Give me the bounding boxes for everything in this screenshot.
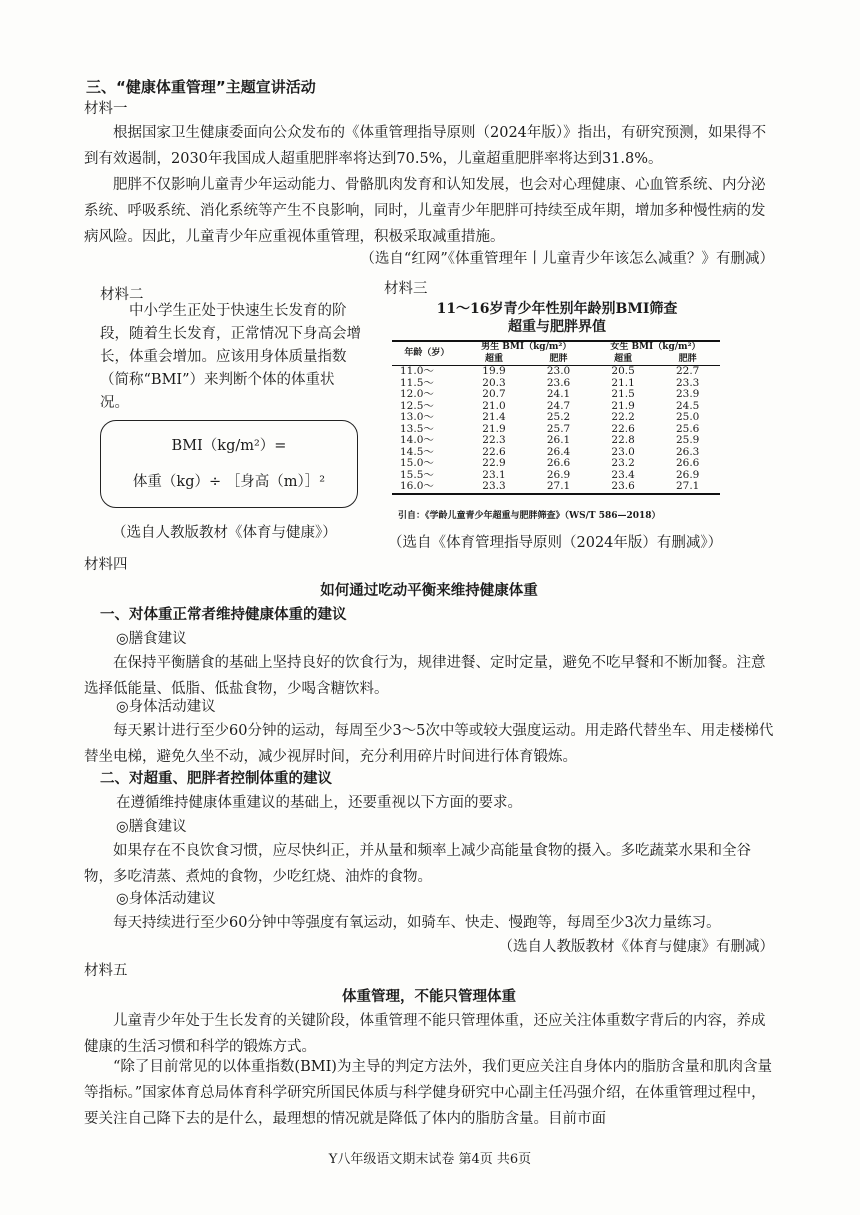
cell-boy-obese: 24.1 xyxy=(546,388,571,400)
cell-boy-overweight: 22.9 xyxy=(482,457,506,469)
material-4-activity-text-1: 每天累计进行至少60分钟的运动，每周至少3～5次中等或较大强度运动。用走路代替坐车、用走楼梯代替坐电梯，避免久坐不动，减少视屏时间，充分利用碎片时间进行体育锻炼。 xyxy=(84,723,774,765)
cell-age: 12.0～ xyxy=(400,388,434,400)
table-row xyxy=(392,366,720,378)
cell-boy-overweight: 23.1 xyxy=(482,468,506,481)
bmi-formula-line-1: BMI（kg/m²）= xyxy=(171,438,287,454)
material-2-label: 材料二 xyxy=(100,287,144,303)
cell-boy-obese: 26.6 xyxy=(546,457,571,469)
sub-header-obese: 肥胖 xyxy=(526,354,591,366)
cell-girl-obese: 24.5 xyxy=(675,399,700,412)
cell-age: 11.0～ xyxy=(400,365,434,377)
cell-girl-overweight: 23.0 xyxy=(611,445,635,458)
table-row xyxy=(392,389,720,401)
table-row xyxy=(392,435,720,447)
cell-boy-overweight: 23.3 xyxy=(462,481,527,494)
cell-boy-overweight: 22.3 xyxy=(482,434,506,446)
cell-boy-obese: 23.6 xyxy=(546,376,571,389)
material-4-diet-text-2: 如果存在不良饮食习惯，应尽快纠正，并从量和频率上减少高能量食物的摄入。多吃蔬菜水果和全谷物，多吃清蒸、煮炖的食物，少吃红烧、油炸的食物。 xyxy=(84,843,751,885)
material-5-paragraph-1: 儿童青少年处于生长发育的关键阶段，体重管理不能只管理体重，还应关注体重数字背后的内容，养成健康的生活习惯和科学的锻炼方式。 xyxy=(84,1013,766,1055)
cell-boy-overweight: 21.4 xyxy=(482,411,506,423)
cell-boy-obese: 25.7 xyxy=(546,422,571,435)
cell-girl-obese: 26.9 xyxy=(675,468,700,481)
material-3-source: （选自《体育管理指导原则（2024年版）有删减》） xyxy=(388,535,723,551)
material-2-source: （选自人教版教材《体育与健康》） xyxy=(112,525,337,541)
cell-age: 16.0～ xyxy=(392,481,462,494)
sub-header-obese: 肥胖 xyxy=(655,354,720,366)
cell-girl-overweight: 22.6 xyxy=(611,422,635,435)
cell-girl-overweight: 22.8 xyxy=(611,434,635,446)
material-4-label: 材料四 xyxy=(84,557,128,573)
cell-boy-overweight: 20.7 xyxy=(482,388,506,400)
sub-header-overweight: 超重 xyxy=(462,354,527,366)
cell-boy-obese: 26.4 xyxy=(546,445,571,458)
sub-header-overweight: 超重 xyxy=(591,354,656,366)
material-1-source: （选自“红网”《体重管理年丨儿童青少年该怎么减重？》有删减） xyxy=(360,251,774,267)
cell-girl-overweight: 21.9 xyxy=(611,399,635,412)
material-4-title: 如何通过吃动平衡来维持健康体重 xyxy=(320,582,538,599)
cell-girl-overweight: 20.5 xyxy=(611,365,635,377)
material-4-activity-text-2: 每天持续进行至少60分钟中等强度有氧运动，如骑车、快走、慢跑等，每周至少3次力量练习。 xyxy=(113,915,721,931)
cell-boy-overweight: 20.3 xyxy=(482,376,506,389)
table-row xyxy=(392,481,720,494)
cell-girl-obese: 22.7 xyxy=(675,365,700,377)
cell-age: 13.0～ xyxy=(400,411,434,423)
cell-age: 12.5～ xyxy=(400,399,434,412)
cell-age: 15.5～ xyxy=(400,468,434,481)
material-4-source: （选自人教版教材《体育与健康》有删减） xyxy=(498,939,774,955)
col-girl-header: 女生 BMI（kg/m²） xyxy=(591,341,720,354)
table-row xyxy=(392,412,720,424)
cell-boy-obese: 25.2 xyxy=(546,411,571,423)
cell-girl-overweight: 21.5 xyxy=(611,388,635,400)
table-title-line-2: 超重与肥胖界值 xyxy=(508,319,606,335)
cell-boy-overweight: 19.9 xyxy=(482,365,506,377)
cell-boy-obese: 23.0 xyxy=(546,365,571,377)
material-4-heading-2-text: 在遵循维持健康体重建议的基础上，还要重视以下方面的要求。 xyxy=(116,795,522,811)
cell-girl-obese: 23.3 xyxy=(675,376,700,389)
cell-girl-obese: 23.9 xyxy=(675,388,700,400)
page-footer: Y八年级语文期末试卷 第4页 共6页 xyxy=(328,1152,532,1167)
cell-girl-overweight: 23.2 xyxy=(611,457,635,469)
bmi-table xyxy=(392,340,720,495)
material-4-activity-label-2: ◎身体活动建议 xyxy=(116,891,216,907)
cell-age: 11.5～ xyxy=(400,376,434,389)
material-4-diet-label-2: ◎膳食建议 xyxy=(116,819,187,835)
cell-age: 14.0～ xyxy=(400,434,434,446)
cell-age: 14.5～ xyxy=(400,445,434,458)
cell-girl-obese: 27.1 xyxy=(655,481,720,494)
section-title: 三、“健康体重管理”主题宣讲活动 xyxy=(86,78,316,96)
cell-boy-obese: 27.1 xyxy=(526,481,591,494)
cell-boy-obese: 24.7 xyxy=(546,399,571,412)
cell-boy-overweight: 21.0 xyxy=(482,399,506,412)
table-row xyxy=(392,458,720,470)
material-4-heading-2: 二、对超重、肥胖者控制体重的建议 xyxy=(100,770,332,787)
material-4-diet-text-1: 在保持平衡膳食的基础上坚持良好的饮食行为，规律进餐、定时定量，避免不吃早餐和不断加餐。注意选择低能量、低脂、低盐食物，少喝含糖饮料。 xyxy=(84,655,766,697)
cell-boy-obese: 26.9 xyxy=(546,468,571,481)
material-4-diet-label-1: ◎膳食建议 xyxy=(116,631,187,647)
material-1-paragraph-2: 肥胖不仅影响儿童青少年运动能力、骨骼肌肉发育和认知发展，也会对心理健康、心血管系统、内分泌系统、呼吸系统、消化系统等产生不良影响，同时，儿童青少年肥胖可持续至成年期，增加多种慢性病的发病风险。因此，儿童青少年应重视体重管理，积极采取减重措施。 xyxy=(84,177,766,245)
cell-girl-overweight: 22.2 xyxy=(611,411,635,423)
material-5-paragraph-2: “除了目前常见的以体重指数(BMI)为主导的判定方法外，我们更应关注自身体内的脂肪含量和肌肉含量等指标。”国家体育总局体育科学研究所国民体质与科学健身研究中心副主任冯强介绍，在体重管理过程中，要关注自己降下去的是什么，最理想的情况就是降低了体内的脂肪含量。目前市面 xyxy=(84,1059,772,1127)
cell-girl-overweight: 23.4 xyxy=(611,468,635,481)
cell-girl-overweight: 21.1 xyxy=(611,376,635,389)
cell-girl-obese: 25.9 xyxy=(675,434,700,446)
table-citation: 引自：《学龄儿童青少年超重与肥胖筛查》（WS/T 586—2018） xyxy=(398,511,661,521)
cell-girl-overweight: 23.6 xyxy=(591,481,656,494)
material-1-paragraph-1: 根据国家卫生健康委面向公众发布的《体重管理指导原则（2024年版）》指出，有研究预测，如果得不到有效遏制，2030年我国成人超重肥胖率将达到70.5%，儿童超重肥胖率将达到31.8%。 xyxy=(84,125,767,167)
cell-girl-obese: 26.3 xyxy=(675,445,700,458)
col-boy-header: 男生 BMI（kg/m²） xyxy=(462,341,591,354)
material-5-label: 材料五 xyxy=(84,963,128,979)
bmi-formula-box xyxy=(100,420,358,508)
cell-boy-obese: 26.1 xyxy=(546,434,571,446)
cell-boy-overweight: 22.6 xyxy=(482,445,506,458)
material-1-label: 材料一 xyxy=(84,101,128,117)
material-5-title: 体重管理，不能只管理体重 xyxy=(342,988,516,1005)
bmi-formula-line-2: 体重（kg）÷ ［身高（m）］² xyxy=(132,474,326,490)
material-3-label: 材料三 xyxy=(384,281,428,297)
cell-girl-obese: 25.0 xyxy=(675,411,700,423)
material-2-text: 中小学生正处于快速生长发育的阶段，随着生长发育，正常情况下身高会增长，体重会增加。应该用身体质量指数（简称“BMI”）来判断个体的体重状况。 xyxy=(100,303,361,411)
cell-girl-obese: 25.6 xyxy=(675,422,700,435)
cell-girl-obese: 26.6 xyxy=(675,457,700,469)
table-title-line-1: 11～16岁青少年性别年龄别BMI筛查 xyxy=(436,301,678,317)
col-age-header: 年龄（岁） xyxy=(392,341,462,366)
cell-age: 15.0～ xyxy=(400,457,434,469)
cell-boy-overweight: 21.9 xyxy=(482,422,506,435)
material-4-activity-label-1: ◎身体活动建议 xyxy=(116,699,216,715)
cell-age: 13.5～ xyxy=(400,422,434,435)
material-4-heading-1: 一、对体重正常者维持健康体重的建议 xyxy=(100,606,347,623)
